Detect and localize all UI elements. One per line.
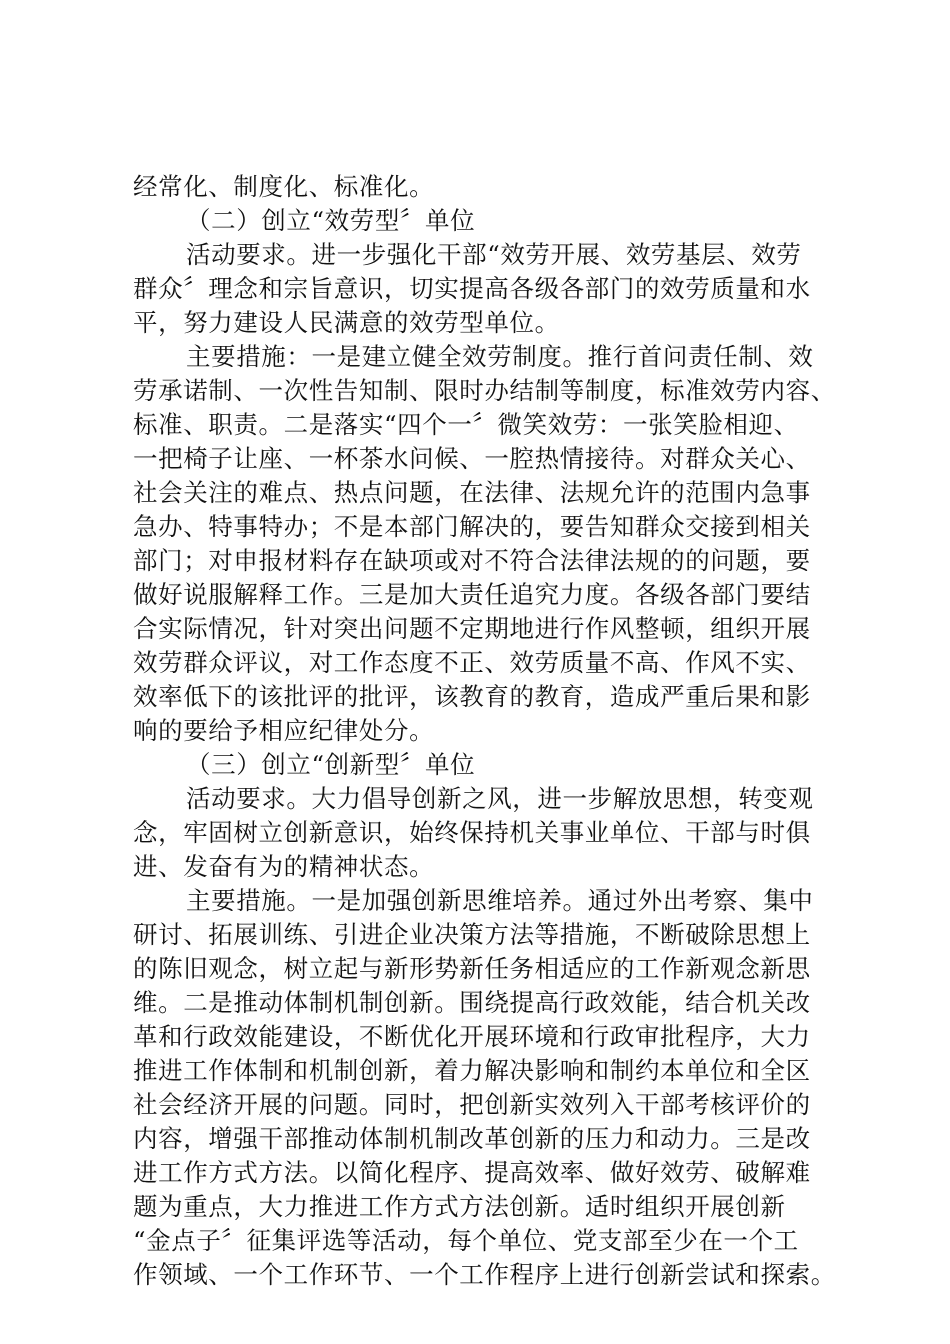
text-line: 研讨、拓展训练、引进企业决策方法等措施，不断破除思想上 [133,920,811,949]
text-line: 一把椅子让座、一杯茶水问候、一腔热情接待。对群众关心、 [133,444,811,473]
text-line: 标准、职责。二是落实“四个一〞微笑效劳：一张笑脸相迎、 [133,410,799,439]
section-heading: （三）创立“创新型〞单位 [186,750,476,779]
text-line: 推进工作体制和机制创新，着力解决影响和制约本单位和全区 [133,1056,811,1085]
text-line: 社会经济开展的问题。同时，把创新实效列入干部考核评价的 [133,1090,811,1119]
text-line: 经常化、制度化、标准化。 [133,172,435,201]
text-line: 社会关注的难点、热点问题，在法律、法规允许的范围内急事 [133,478,811,507]
text-line: 响的要给予相应纪律处分。 [133,716,435,745]
text-line: 做好说服解释工作。三是加大责任追究力度。各级各部门要结 [133,580,811,609]
text-line: 作领域、一个工作环节、一个工作程序上进行创新尝试和探索。 [133,1260,836,1289]
text-line: 平，努力建设人民满意的效劳型单位。 [133,308,560,337]
text-line: “金点子〞征集评选等活动，每个单位、党支部至少在一个工 [133,1226,799,1255]
text-line: 念，牢固树立创新意识，始终保持机关事业单位、干部与时俱 [133,818,811,847]
paragraph-start: 主要措施。一是加强创新思维培养。通过外出考察、集中 [186,886,814,915]
paragraph-start: 活动要求。大力倡导创新之风，进一步解放思想，转变观 [186,784,814,813]
paragraph-start: 活动要求。进一步强化干部“效劳开展、效劳基层、效劳 [186,240,802,269]
text-line: 劳承诺制、一次性告知制、限时办结制等制度，标准效劳内容、 [133,376,836,405]
text-line: 革和行政效能建设，不断优化开展环境和行政审批程序，大力 [133,1022,811,1051]
text-line: 群众〞理念和宗旨意识，切实提高各级各部门的效劳质量和水 [133,274,811,303]
section-heading: （二）创立“效劳型〞单位 [186,206,476,235]
paragraph-start: 主要措施：一是建立健全效劳制度。推行首问责任制、效 [186,342,814,371]
text-line: 部门；对申报材料存在缺项或对不符合法律法规的的问题，要 [133,546,811,575]
text-line: 进、发奋有为的精神状态。 [133,852,435,881]
text-line: 的陈旧观念，树立起与新形势新任务相适应的工作新观念新思 [133,954,811,983]
text-line: 合实际情况，针对突出问题不定期地进行作风整顿，组织开展 [133,614,811,643]
text-line: 效率低下的该批评的批评，该教育的教育，造成严重后果和影 [133,682,811,711]
text-line: 内容，增强干部推动体制机制改革创新的压力和动力。三是改 [133,1124,811,1153]
text-line: 进工作方式方法。以简化程序、提高效率、做好效劳、破解难 [133,1158,811,1187]
text-line: 维。二是推动体制机制创新。围绕提高行政效能，结合机关改 [133,988,811,1017]
text-line: 题为重点，大力推进工作方式方法创新。适时组织开展创新 [133,1192,786,1221]
text-line: 效劳群众评议，对工作态度不正、效劳质量不高、作风不实、 [133,648,811,677]
text-line: 急办、特事特办；不是本部门解决的，要告知群众交接到相关 [133,512,811,541]
